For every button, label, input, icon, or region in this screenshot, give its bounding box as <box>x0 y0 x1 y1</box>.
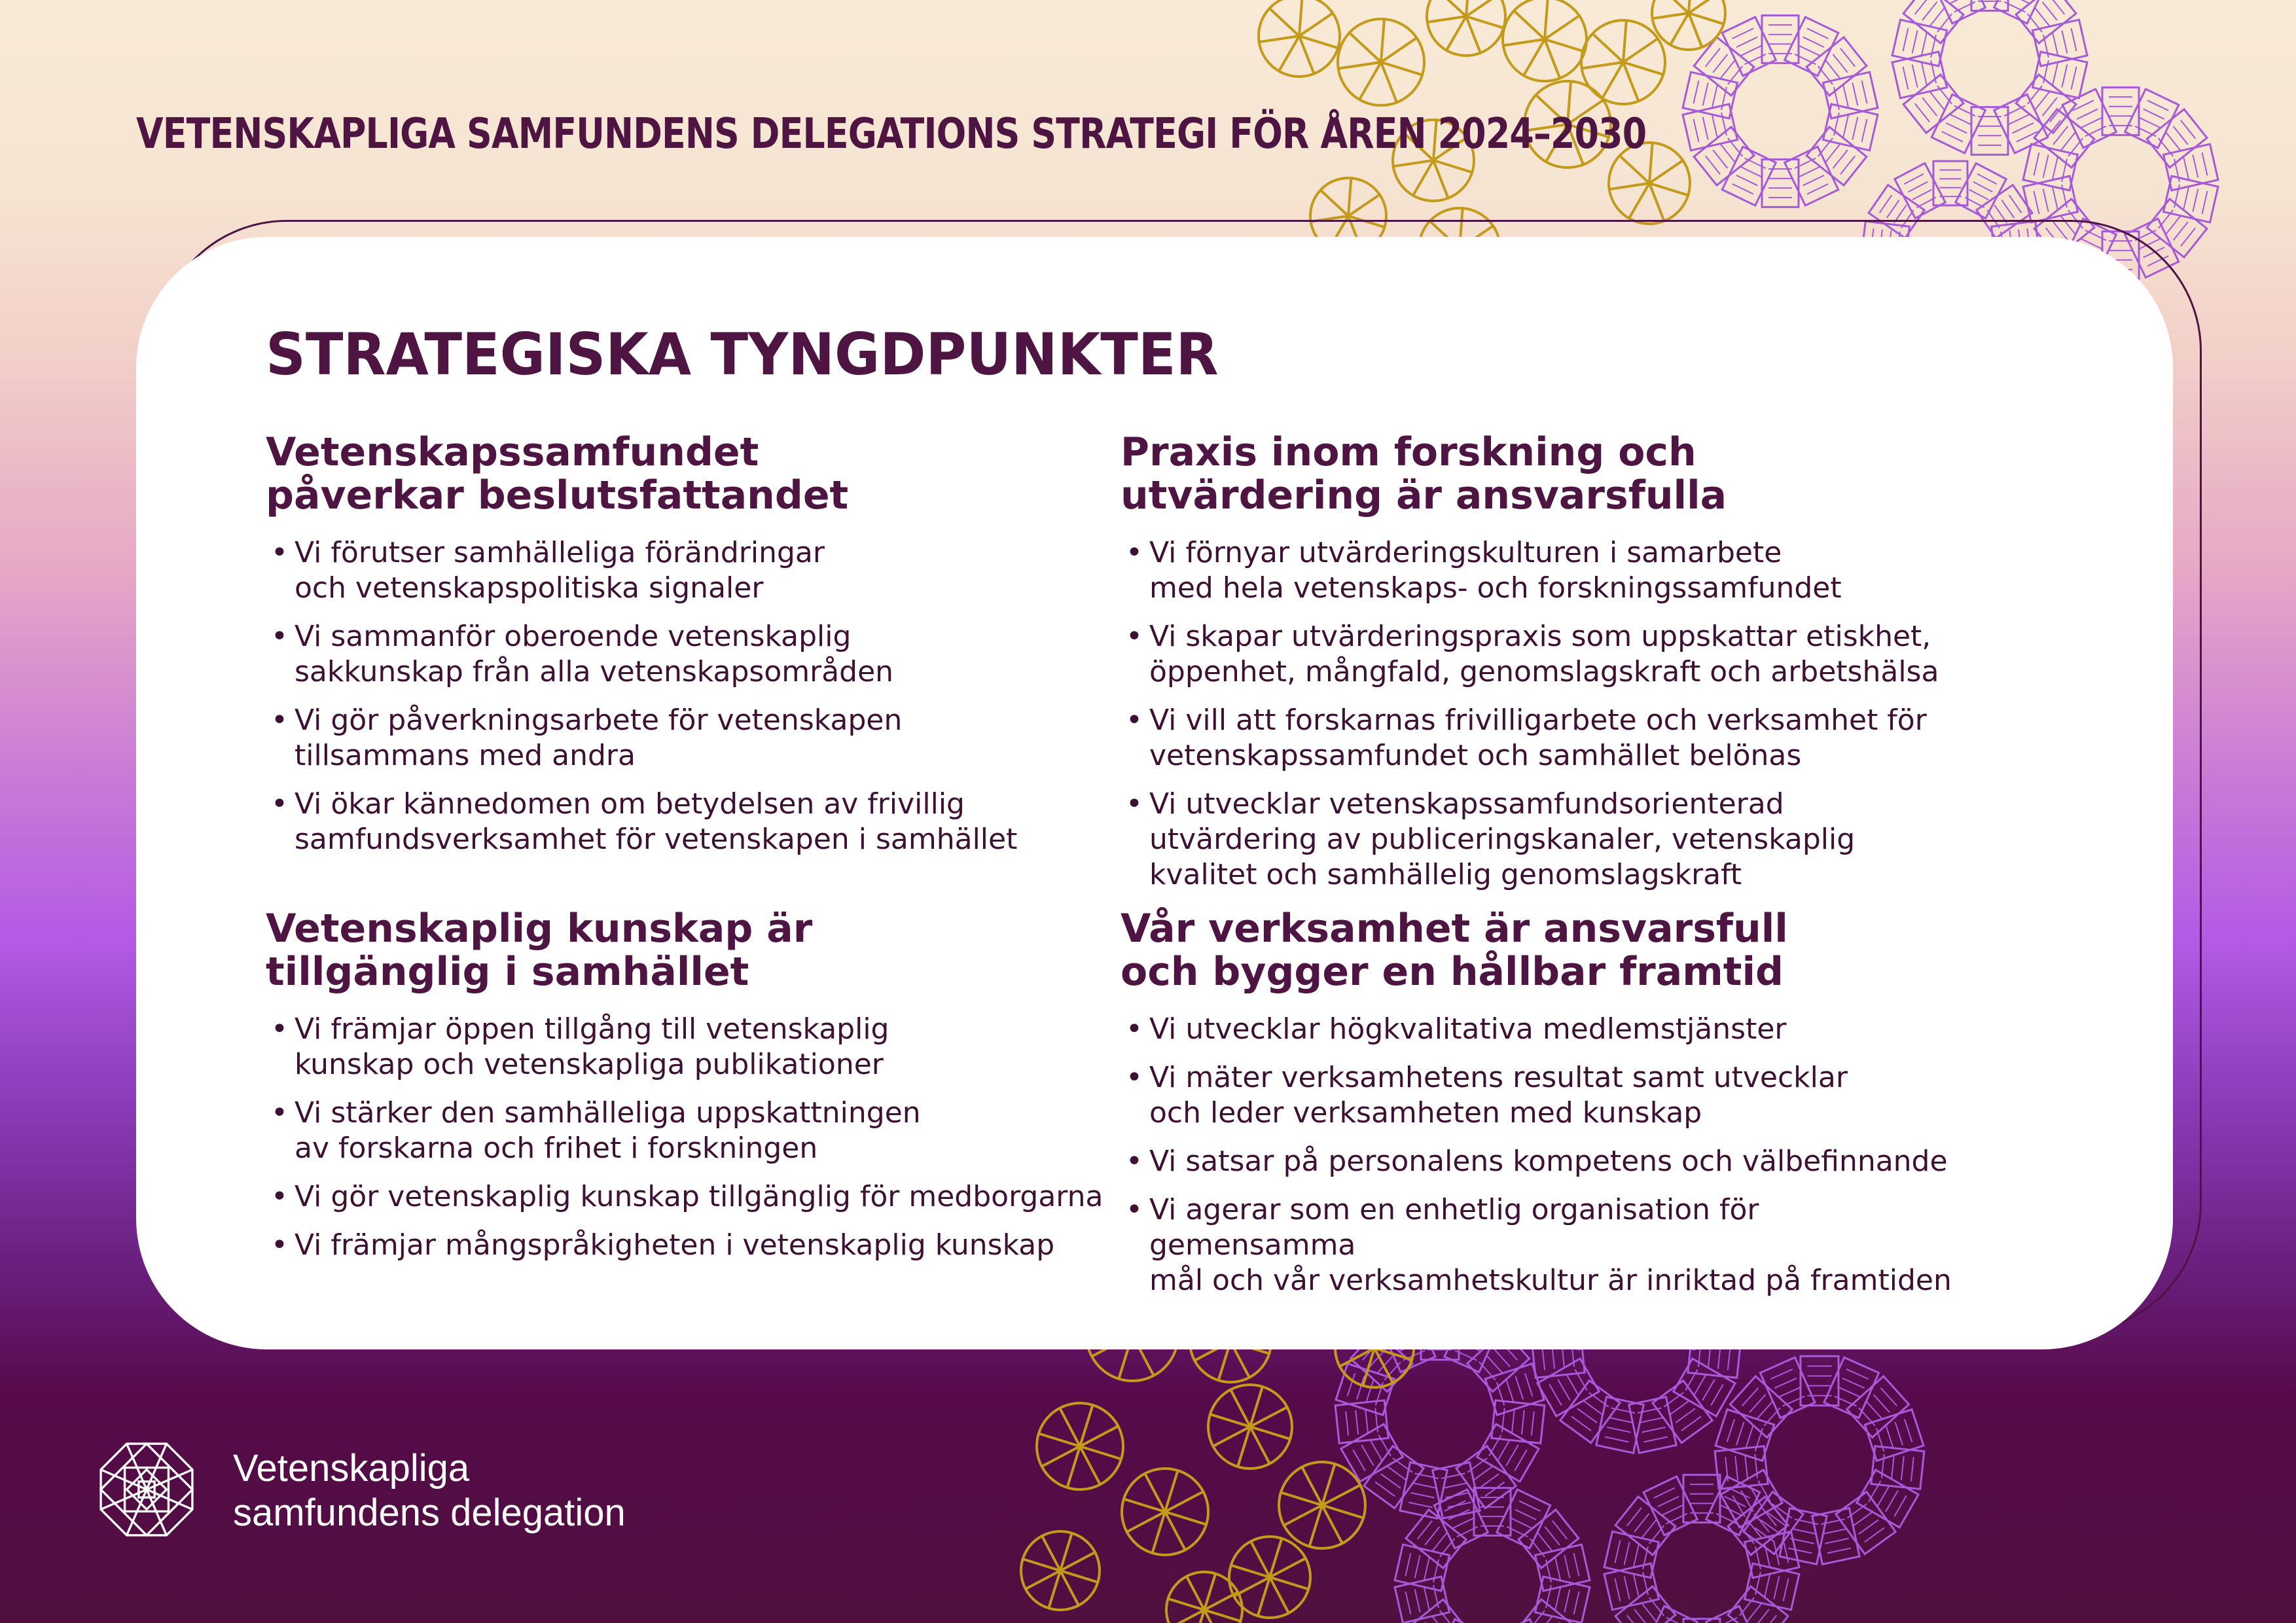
list-item: • Vi främjar öppen tillgång till vetenskaplig kunskap och vetenskapliga publikationer <box>266 1012 1117 1082</box>
list-item: • Vi mäter verksamhetens resultat samt utvecklar och leder verksamheten med kunskap <box>1121 1060 1971 1131</box>
gold-wheel-icon <box>1208 1385 1292 1469</box>
list-item: • Vi stärker den samhälleliga uppskattningen av forskarna och frihet i forskningen <box>266 1096 1117 1166</box>
list-item: • Vi förutser samhälleliga förändringar och vetenskapspolitiska signaler <box>266 535 1117 606</box>
section-decision-making <box>266 431 1117 870</box>
organization-logo-icon <box>97 1440 196 1539</box>
section-title: Vetenskaplig kunskap är tillgänglig i samhället <box>266 906 813 995</box>
organization-name <box>233 1446 626 1535</box>
list-item: • Vi satsar på personalens kompetens och välbefinnande <box>1121 1144 1971 1179</box>
gold-wheel-icon <box>1652 0 1725 50</box>
list-item: • Vi ökar kännedomen om betydelsen av frivillig samfundsverksamhet för vetenskapen i samhället <box>266 787 1117 857</box>
section-title: Vår verksamhet är ansvarsfull och bygger en hållbar framtid <box>1121 906 1788 995</box>
list-item: • Vi utvecklar vetenskapssamfundsorienterad utvärdering av publiceringskanaler, vetenskaplig kvalitet och samhällelig genomslagskraft <box>1121 787 1971 893</box>
section-research-practice <box>1121 431 1971 906</box>
list-item: • Vi gör vetenskaplig kunskap tillgänglig för medborgarna <box>266 1179 1117 1215</box>
document-ring-icon <box>1604 1475 1799 1623</box>
list-item: • Vi agerar som en enhetlig organisation för gemensamma mål och vår verksamhetskultur är inriktad på framtiden <box>1121 1192 1971 1298</box>
gold-wheel-icon <box>1338 19 1424 105</box>
list-item: • Vi förnyar utvärderingskulturen i samarbete med hela vetenskaps- och forskningssamfundet <box>1121 535 1971 606</box>
gold-wheel-icon <box>1427 0 1505 56</box>
card-heading: STRATEGISKA TYNGDPUNKTER <box>266 321 1219 388</box>
list-item: • Vi utvecklar högkvalitativa medlemstjänster <box>1121 1012 1971 1047</box>
list-item: • Vi vill att forskarnas frivilligarbete och verksamhet för vetenskapssamfundet och samhället belönas <box>1121 703 1971 774</box>
list-item: • Vi gör påverkningsarbete för vetenskapen tillsammans med andra <box>266 703 1117 774</box>
document-ring-icon <box>1683 16 1878 207</box>
document-ring-icon <box>1395 1488 1590 1623</box>
gold-wheel-icon <box>1503 0 1587 81</box>
section-accessible-knowledge <box>266 907 1117 1276</box>
document-title: VETENSKAPLIGA SAMFUNDENS DELEGATIONS STRATEGI FÖR ÅREN 2024–2030 <box>136 110 1647 158</box>
list-item: • Vi sammanför oberoende vetenskaplig sakkunskap från alla vetenskapsområden <box>266 619 1117 690</box>
gold-wheel-icon <box>1259 0 1340 77</box>
section-title: Vetenskapssamfundet påverkar beslutsfattandet <box>266 429 849 518</box>
gold-wheel-icon <box>1166 1572 1242 1623</box>
gold-wheel-icon <box>1122 1469 1208 1555</box>
section-sustainable-operations <box>1121 907 1971 1311</box>
list-item: • Vi skapar utvärderingspraxis som uppskattar etiskhet, öppenhet, mångfald, genomslagskraft och arbetshälsa <box>1121 619 1971 690</box>
gold-wheel-icon <box>1279 1462 1365 1548</box>
gold-wheel-icon <box>1037 1403 1123 1489</box>
organization-name-line1: Vetenskapliga <box>233 1447 470 1489</box>
gold-wheel-icon <box>1021 1531 1100 1610</box>
organization-name-line2: samfundens delegation <box>233 1491 626 1534</box>
section-title: Praxis inom forskning och utvärdering är ansvarsfulla <box>1121 429 1727 518</box>
document-ring-icon <box>1892 0 2087 154</box>
list-item: • Vi främjar mångspråkigheten i vetenskaplig kunskap <box>266 1228 1117 1263</box>
